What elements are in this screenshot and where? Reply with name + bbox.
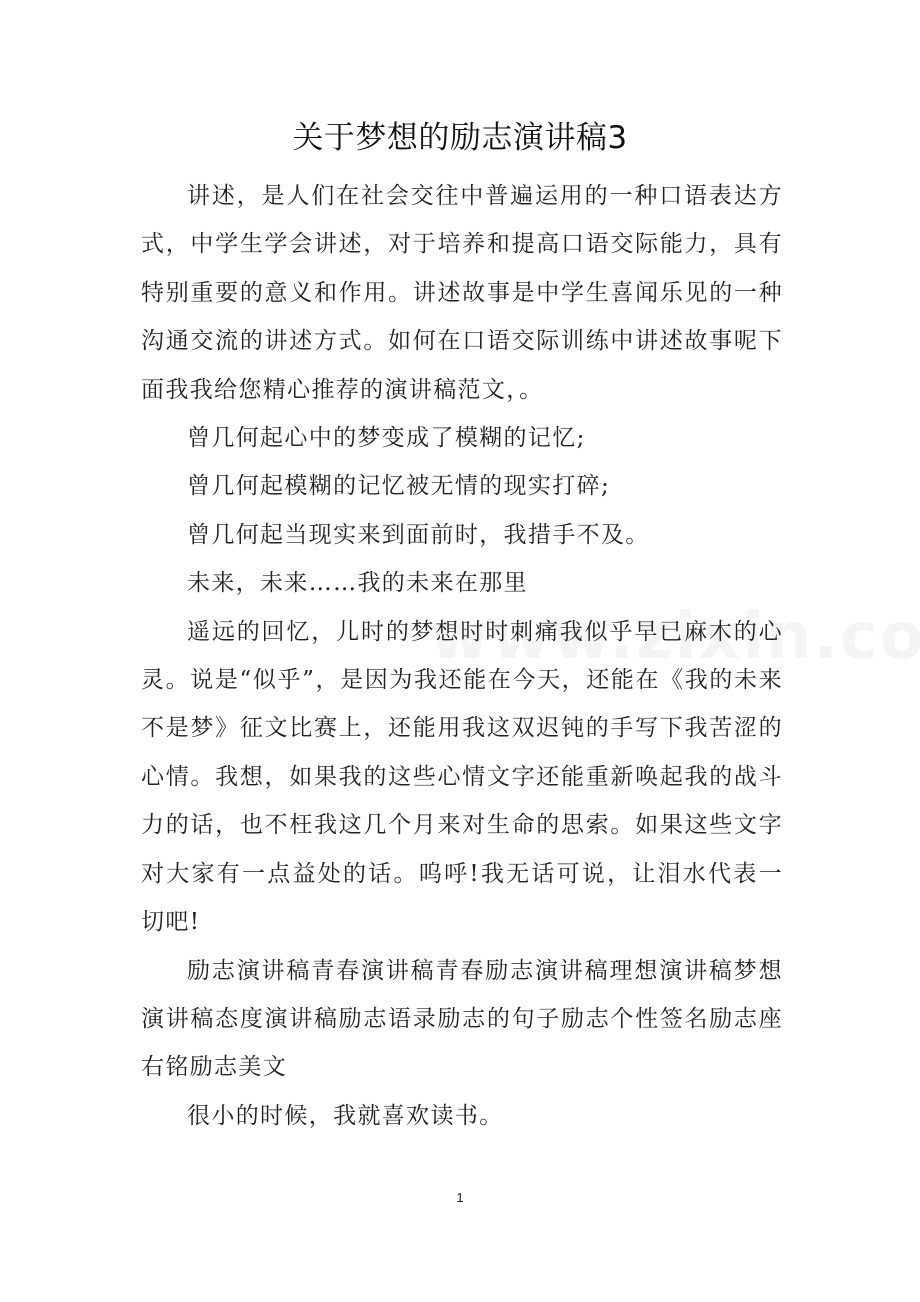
- paragraph-intro: 讲述，是人们在社会交往中普遍运用的一种口语表达方式，中学生学会讲述，对于培养和提高口语交际能力，具有特别重要的意义和作用。讲述故事是中学生喜闻乐见的一种沟通交流的讲述方式。如何在口语交际训练中讲述故事呢下面我我给您精心推荐的演讲稿范文，。: [141, 183, 783, 403]
- paragraph-line-2: 曾几何起模糊的记忆被无情的现实打碎;: [187, 473, 611, 500]
- document-body: [141, 172, 783, 1140]
- page-number: 1: [456, 1190, 464, 1205]
- paragraph-line-4: 未来，未来……我的未来在那里: [187, 570, 528, 597]
- page-title: 关于梦想的励志演讲稿3: [292, 120, 628, 156]
- paragraph-closing: 很小的时候，我就喜欢读书。: [187, 1102, 504, 1129]
- paragraph-keywords: 励志演讲稿青春演讲稿青春励志演讲稿理想演讲稿梦想演讲稿态度演讲稿励志语录励志的句子励志个性签名励志座右铭励志美文: [141, 957, 783, 1081]
- paragraph-memory: 遥远的回忆，儿时的梦想时时刺痛我似乎早已麻木的心灵。说是“似乎”，是因为我还能在今天，还能在《我的未来不是梦》征文比赛上，还能用我这双迟钝的手写下我苦涩的心情。我想，如果我的这些心情文字还能重新唤起我的战斗力的话，也不枉我这几个月来对生命的思索。如果这些文字对大家有一点益处的话。呜呼!我无话可说，让泪水代表一切吧!: [141, 618, 783, 936]
- paragraph-line-3: 曾几何起当现实来到面前时，我措手不及。: [187, 521, 650, 548]
- paragraph-line-1: 曾几何起心中的梦变成了模糊的记忆;: [187, 425, 586, 452]
